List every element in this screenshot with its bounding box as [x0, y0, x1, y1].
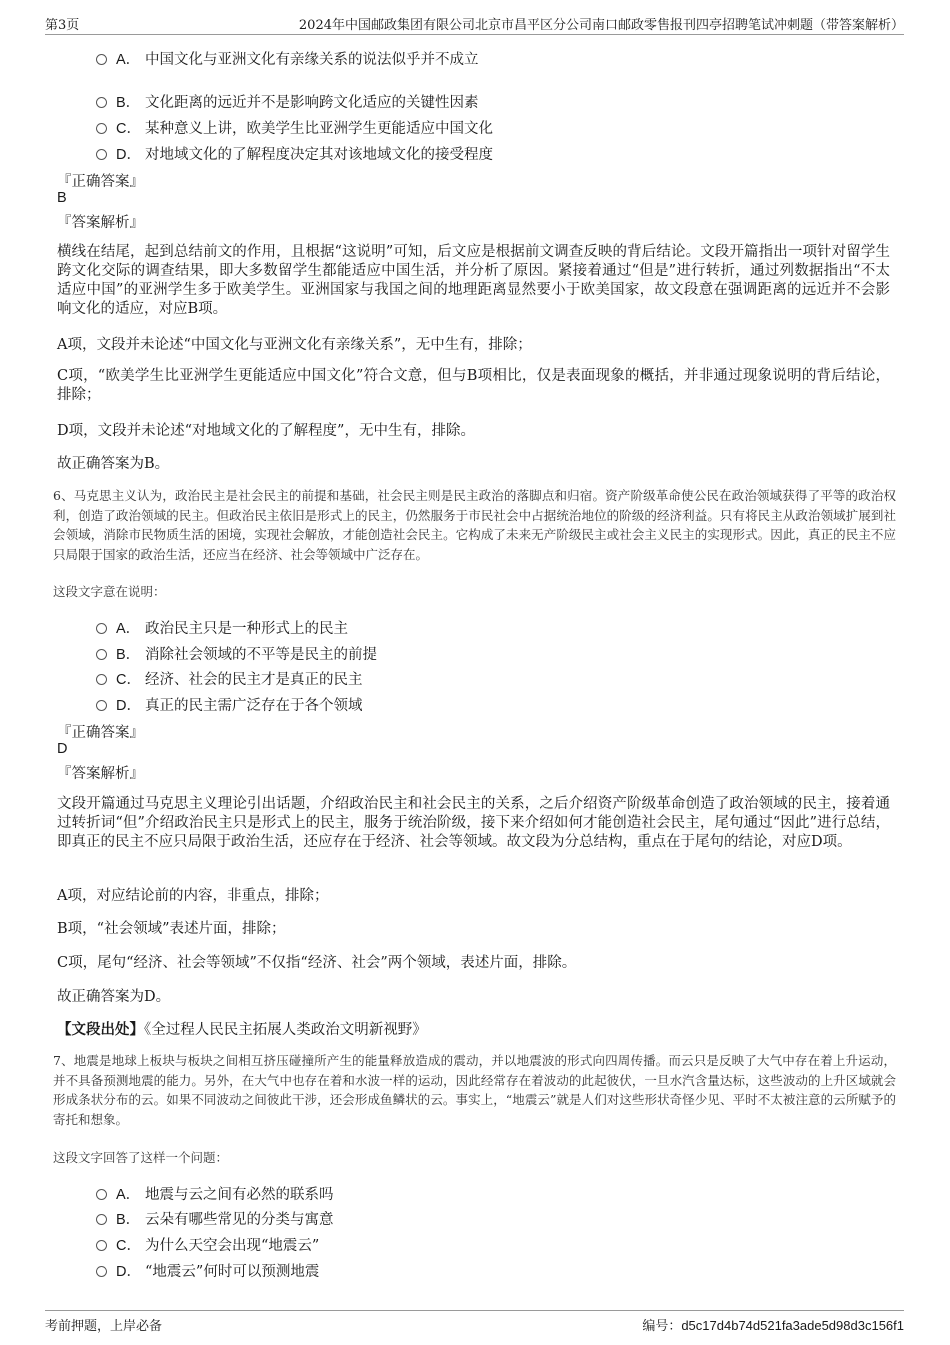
q7-option-b[interactable]: B． 云朵有哪些常见的分类与寓意	[96, 1208, 334, 1229]
radio-icon[interactable]	[96, 149, 107, 160]
page-header	[45, 12, 904, 35]
radio-icon[interactable]	[96, 1214, 107, 1225]
q5-analysis-heading: 『答案解析』	[57, 215, 144, 231]
q5-conclusion: 故正确答案为B。	[57, 456, 170, 472]
q5-answer: B	[57, 190, 67, 206]
q6-answer-heading: 『正确答案』	[57, 725, 144, 741]
q5-option-b[interactable]: B． 文化距离的远近并不是影响跨文化适应的关键性因素	[96, 91, 479, 112]
q6-note-c: C项，尾句“经济、社会等领域”不仅指“经济、社会”两个领域，表述片面，排除。	[57, 955, 577, 971]
source-label: 【文段出处】	[57, 1021, 144, 1038]
q6-prompt: 这段文字意在说明：	[53, 584, 166, 599]
footer-slogan: 考前押题，上岸必备	[45, 1319, 163, 1334]
page-number: 第3页	[45, 18, 80, 33]
q6-option-c[interactable]: C． 经济、社会的民主才是真正的民主	[96, 668, 363, 689]
document-title: 2024年中国邮政集团有限公司北京市昌平区分公司南口邮政零售报刊四亭招聘笔试冲刺题（带答案解析）	[298, 18, 904, 33]
q6-analysis: 文段开篇通过马克思主义理论引出话题，介绍政治民主和社会民主的关系，之后介绍资产阶级革命创造了政治领域的民主，接着通过转折词“但”介绍政治民主只是形式上的民主，服务于统治阶级，接下来介绍如何才能创造社会民主，尾句通过“因此”进行总结，即真正的民主不应只局限于政治生活，还应存在于经济、社会等领域。故文段为分总结构，重点在于尾句的结论，对应D项。	[57, 796, 890, 850]
q7-option-a[interactable]: A． 地震与云之间有必然的联系吗	[96, 1183, 334, 1204]
q6-analysis-heading: 『答案解析』	[57, 766, 144, 782]
q6-option-a[interactable]: A． 政治民主只是一种形式上的民主	[96, 617, 348, 638]
q7-stem: 7、地震是地球上板块与板块之间相互挤压碰撞所产生的能量释放造成的震动，并以地震波的形式向四周传播。而云只是反映了大气中存在着上升运动，并不具备预测地震的能力。另外，在大气中也存在着和水波一样的运动，因此经常存在着波动的此起彼伏，一旦水汽含量达标，这些波动的上升区域就会形成条状分布的云。如果不同波动之间彼此干涉，还会形成鱼鳞状的云。事实上，“地震云”就是人们对这些形状奇怪少见、平时不太被注意的云所赋予的寄托和想象。	[53, 1053, 896, 1127]
q7-option-d[interactable]: D． “地震云”何时可以预测地震	[96, 1260, 319, 1281]
q5-option-d[interactable]: D． 对地域文化的了解程度决定其对该地域文化的接受程度	[96, 143, 493, 164]
radio-icon[interactable]	[96, 1189, 107, 1200]
q6-note-b: B项，“社会领域”表述片面，排除；	[57, 921, 286, 937]
radio-icon[interactable]	[96, 623, 107, 634]
q5-option-a[interactable]: A． 中国文化与亚洲文化有亲缘关系的说法似乎并不成立	[96, 48, 479, 69]
q5-note-d: D项，文段并未论述“对地域文化的了解程度”，无中生有，排除。	[57, 423, 475, 439]
radio-icon[interactable]	[96, 674, 107, 685]
q6-option-d[interactable]: D． 真正的民主需广泛存在于各个领域	[96, 694, 363, 715]
radio-icon[interactable]	[96, 649, 107, 660]
q6-source	[57, 1018, 427, 1039]
q6-option-b[interactable]: B． 消除社会领域的不平等是民主的前提	[96, 643, 377, 664]
q7-option-c[interactable]: C． 为什么天空会出现“地震云”	[96, 1234, 319, 1255]
q7-prompt: 这段文字回答了这样一个问题：	[53, 1150, 229, 1165]
radio-icon[interactable]	[96, 700, 107, 711]
q5-note-a: A项，文段并未论述“中国文化与亚洲文化有亲缘关系”，无中生有，排除；	[57, 337, 532, 353]
q6-note-a: A项，对应结论前的内容，非重点，排除；	[57, 888, 329, 904]
q5-answer-heading: 『正确答案』	[57, 174, 144, 190]
source-title: 《全过程人民民主拓展人类政治文明新视野》	[144, 1022, 427, 1038]
radio-icon[interactable]	[96, 123, 107, 134]
q6-answer: D	[57, 741, 68, 757]
radio-icon[interactable]	[96, 1266, 107, 1277]
radio-icon[interactable]	[96, 1240, 107, 1251]
q5-option-c[interactable]: C． 某种意义上讲，欧美学生比亚洲学生更能适应中国文化	[96, 117, 493, 138]
q6-conclusion: 故正确答案为D。	[57, 989, 171, 1005]
q6-stem: 6、马克思主义认为，政治民主是社会民主的前提和基础，社会民主则是民主政治的落脚点和归宿。资产阶级革命使公民在政治领域获得了平等的政治权利，创造了政治领域的民主。但政治民主依旧是形式上的民主，仍然服务于市民社会中占据统治地位的阶级的经济利益。只有将民主从政治领域扩展到社会领域，消除市民物质生活的困境，实现社会解放，才能创造社会民主。它构成了未来无产阶级民主或社会主义民主的实现形式。因此，真正的民主不应只局限于国家的政治生活，还应当在经济、社会等领域中广泛存在。	[53, 488, 896, 562]
radio-icon[interactable]	[96, 97, 107, 108]
radio-icon[interactable]	[96, 54, 107, 65]
page-footer	[45, 1310, 904, 1337]
q5-analysis: 横线在结尾，起到总结前文的作用，且根据“这说明”可知，后文应是根据前文调查反映的背后结论。文段开篇指出一项针对留学生跨文化交际的调查结果，即大多数留学生都能适应中国生活，并分析了原因。紧接着通过“但是”进行转折，通过列数据指出“不太适应中国”的亚洲学生多于欧美学生。亚洲国家与我国之间的地理距离显然要小于欧美国家，故文段意在强调距离的远近并不会影响文化的适应，对应B项。	[57, 244, 890, 317]
q5-note-c: C项，“欧美学生比亚洲学生更能适应中国文化”符合文意，但与B项相比，仅是表面现象的概括，并非通过现象说明的背后结论，排除；	[57, 368, 890, 403]
document-code: 编号：d5c17d4b74d521fa3ade5d98d3c156f1	[642, 1318, 904, 1334]
